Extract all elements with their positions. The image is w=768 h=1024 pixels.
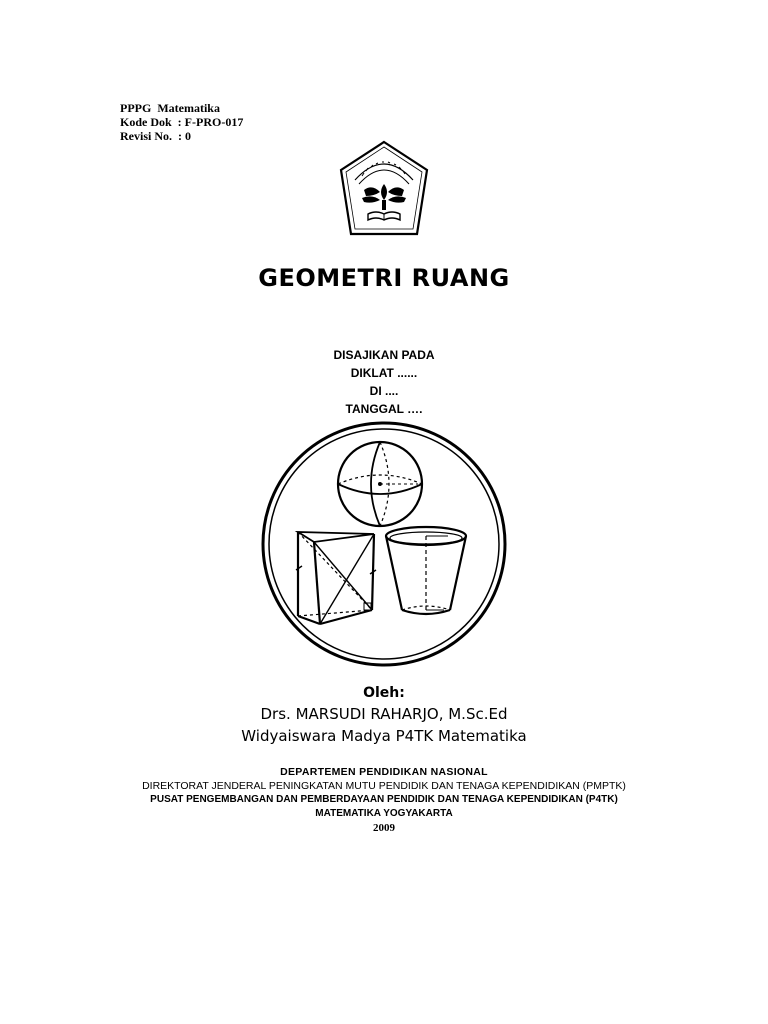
date-line: TANGGAL …. (345, 402, 423, 416)
document-metadata (120, 101, 243, 143)
tut-wuri-handayani-emblem-icon (338, 140, 430, 240)
author-position: Widyaiswara Madya P4TK Matematika (241, 727, 527, 745)
publication-year: 2009 (373, 822, 395, 834)
institution-block (0, 765, 768, 835)
training-line: DIKLAT ...... (350, 366, 418, 380)
truncated-cone-icon (386, 527, 466, 614)
program-name: PPPG Matematika (120, 101, 220, 115)
presentation-details (0, 346, 768, 418)
document-title: GEOMETRI RUANG (258, 264, 510, 292)
department-name: DEPARTEMEN PENDIDIKAN NASIONAL (280, 766, 488, 778)
directorate-name: DIREKTORAT JENDERAL PENINGKATAN MUTU PENDIDIK DAN TENAGA KEPENDIDIKAN (PMPTK) (142, 780, 626, 792)
revision-number: Revisi No. : 0 (120, 129, 191, 143)
author-name: Drs. MARSUDI RAHARJO, M.Sc.Ed (260, 705, 508, 723)
center-name: PUSAT PENGEMBANGAN DAN PEMBERDAYAAN PENDIDIK DAN TENAGA KEPENDIDIKAN (P4TK) (150, 794, 618, 805)
author-block (0, 683, 768, 747)
presented-at-line: DISAJIKAN PADA (333, 348, 435, 362)
sphere-icon (338, 442, 422, 526)
triangular-prism-icon (296, 532, 376, 624)
by-label: Oleh: (363, 685, 405, 701)
solid-geometry-illustration (258, 420, 510, 668)
document-code: Kode Dok : F-PRO-017 (120, 115, 244, 129)
city-name: MATEMATIKA YOGYAKARTA (315, 808, 453, 819)
location-line: DI .... (369, 384, 399, 398)
